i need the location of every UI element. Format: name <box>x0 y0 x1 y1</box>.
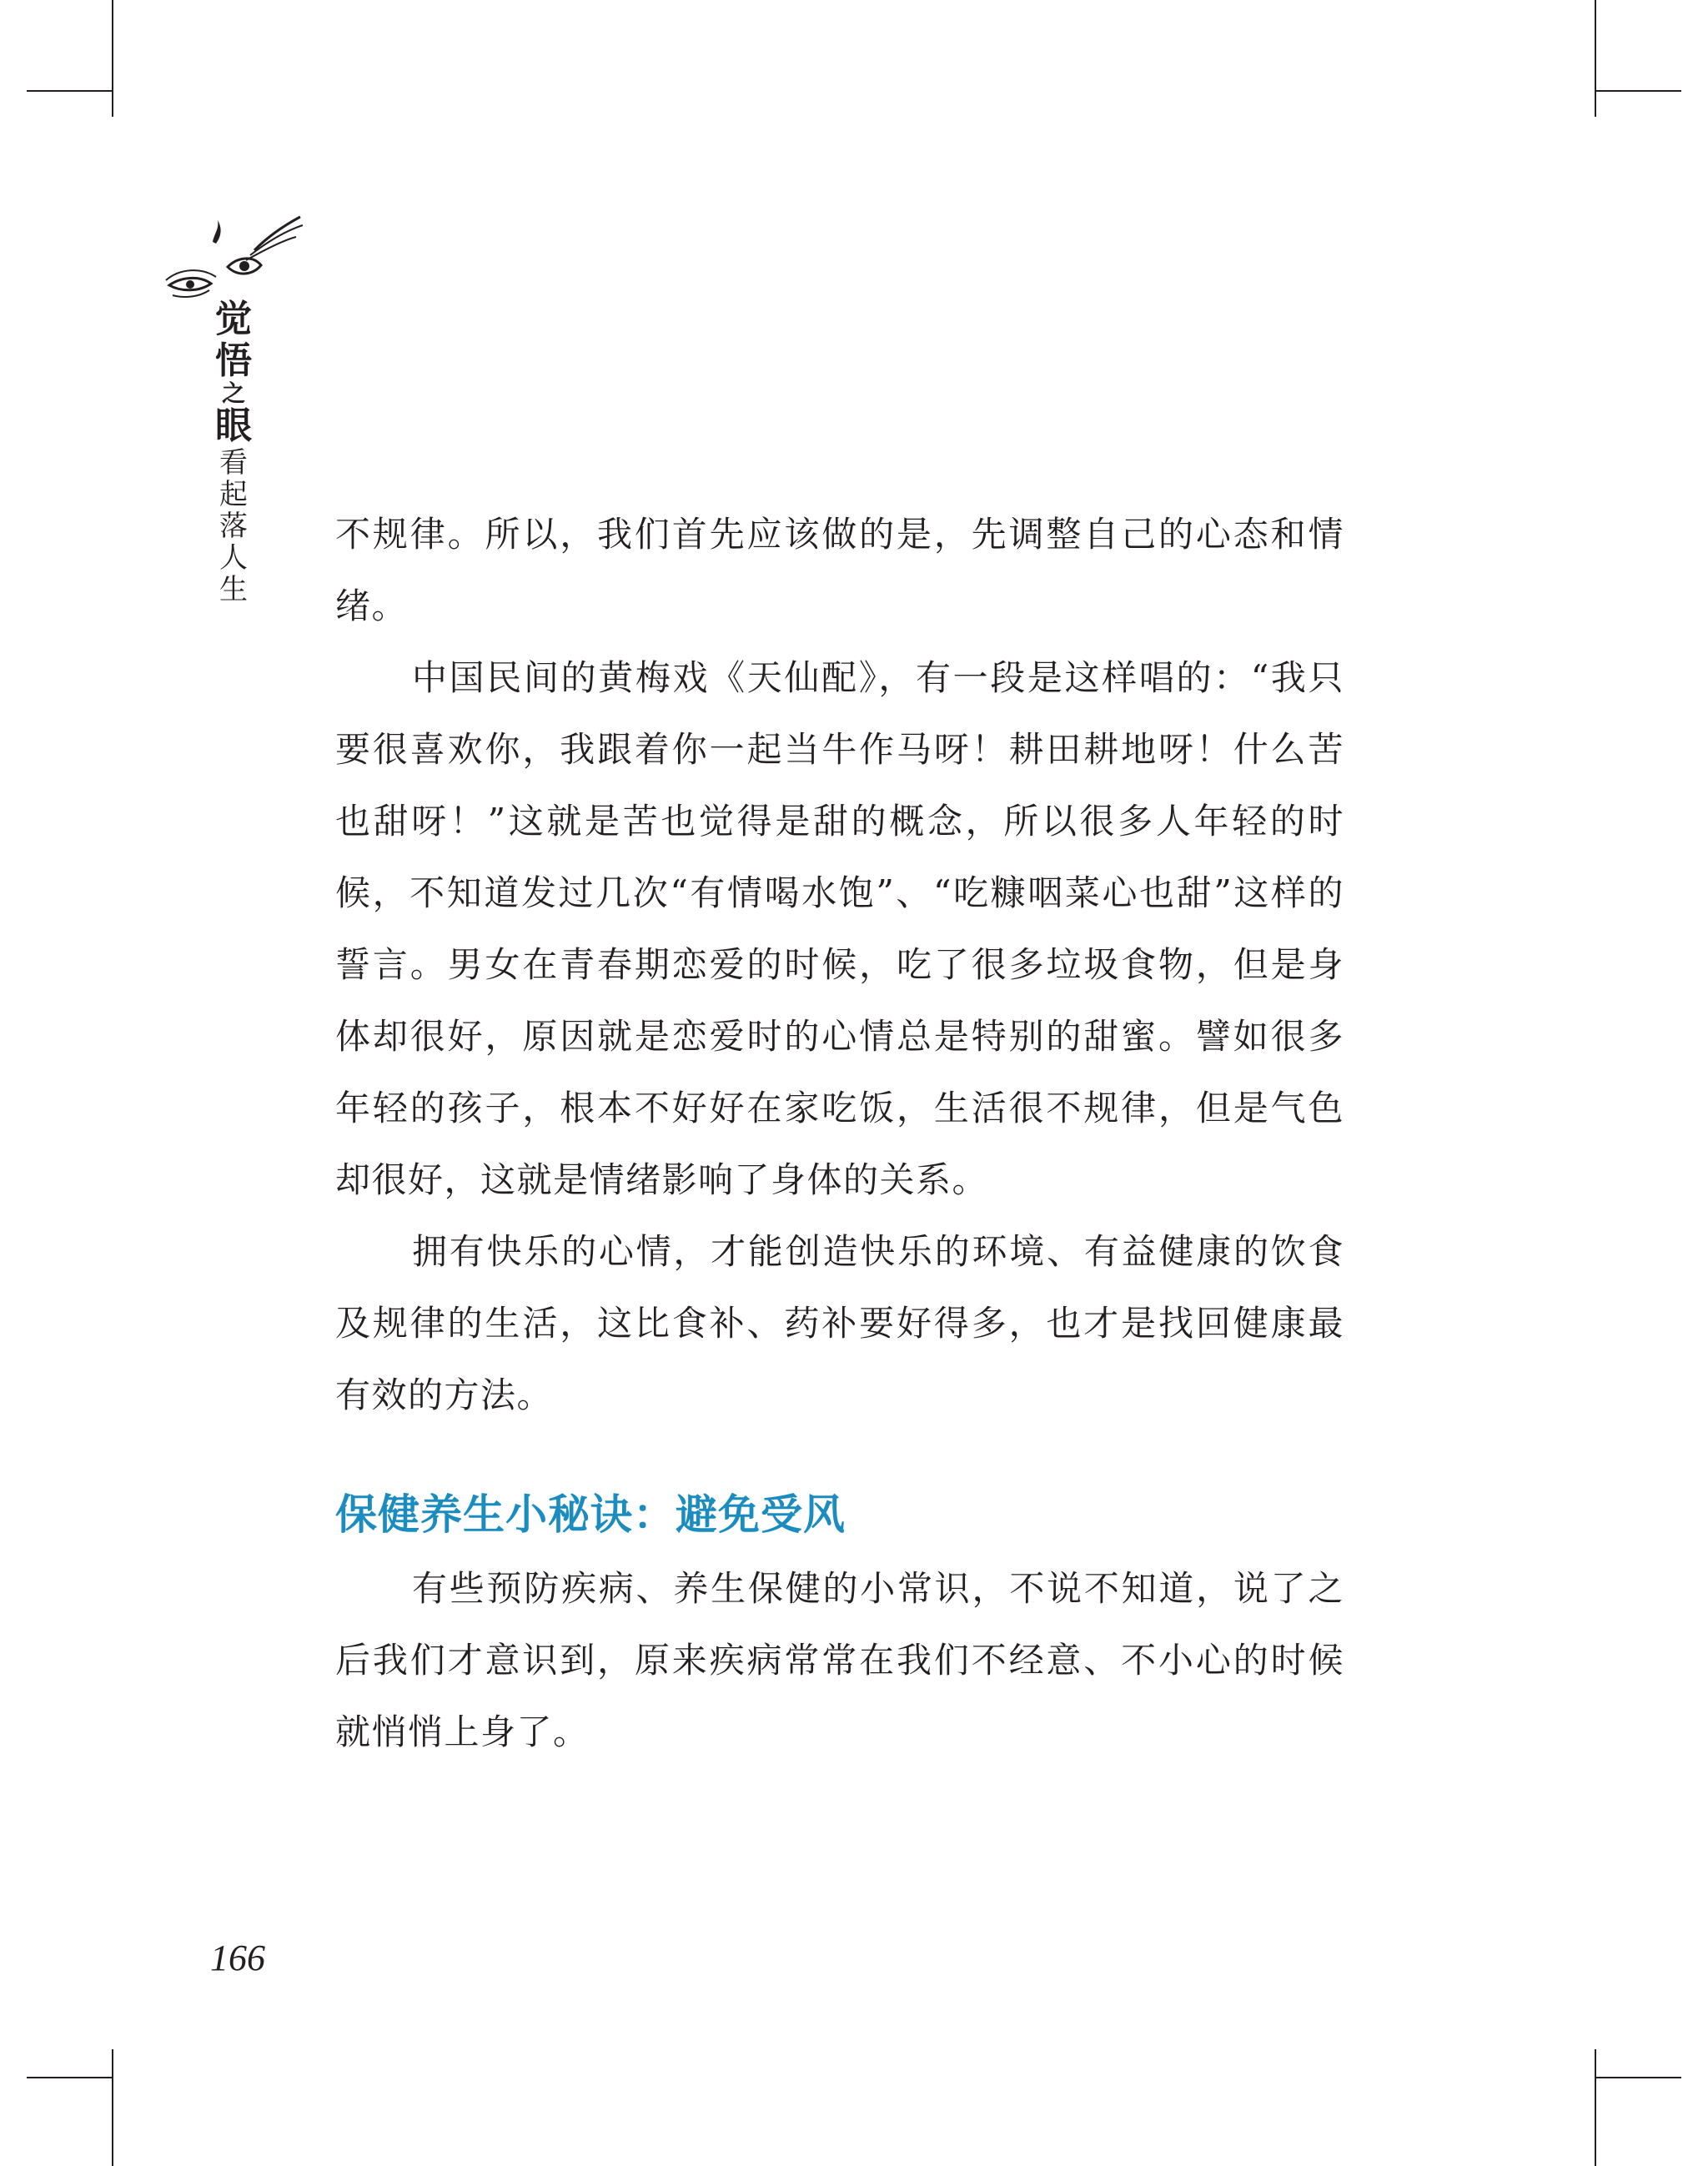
crop-mark-top-right-horizontal <box>1596 90 1681 92</box>
body-paragraph: 中国民间的黄梅戏《天仙配》，有一段是这样唱的：“我只要很喜欢你，我跟着你一起当牛作马呀！耕田耕地呀！什么苦也甜呀！”这就是苦也觉得是甜的概念，所以很多人年轻的时候，不知道发过几次“有情喝水饱”、“吃糠咽菜心也甜”这样的誓言。男女在青春期恋爱的时候，吃了很多垃圾食物，但是身体却很好，原因就是恋爱时的心情总是特别的甜蜜。譬如很多年轻的孩子，根本不好好在家吃饭，生活很不规律，但是气色却很好，这就是情绪影响了身体的关系。 <box>335 657 1344 1200</box>
crop-mark-top-left-vertical <box>112 0 113 117</box>
book-title-char: 悟 <box>215 339 252 382</box>
body-paragraph: 不规律。所以，我们首先应该做的是，先调整自己的心态和情绪。 <box>335 514 1344 626</box>
book-title-char: 觉 <box>215 298 252 340</box>
body-paragraph: 拥有快乐的心情，才能创造快乐的环境、有益健康的饮食及规律的生活，这比食补、药补要好得多，也才是找回健康最有效的方法。 <box>335 1231 1344 1415</box>
book-subtitle-char: 落 <box>219 510 248 543</box>
body-paragraph: 有些预防疾病、养生保健的小常识，不说不知道，说了之后我们才意识到，原来疾病常常在我们不经意、不小心的时候就悄悄上身了。 <box>335 1568 1344 1752</box>
section-heading: 保健养生小秘诀：避免受风 <box>335 1490 846 1539</box>
crop-mark-bottom-right-vertical <box>1595 2049 1596 2166</box>
book-title-vertical <box>208 299 259 606</box>
crop-mark-bottom-right-horizontal <box>1596 2077 1681 2078</box>
crop-mark-bottom-left-horizontal <box>27 2077 112 2078</box>
book-title-char: 眼 <box>215 405 252 447</box>
book-title-connector: 之 <box>221 379 245 407</box>
crop-mark-bottom-left-vertical <box>112 2049 113 2166</box>
book-subtitle-char: 人 <box>219 541 248 575</box>
book-subtitle-char: 生 <box>219 573 248 606</box>
crop-mark-top-left-horizontal <box>27 90 112 92</box>
book-subtitle-char: 看 <box>219 446 248 480</box>
page-body <box>335 499 1344 1768</box>
book-subtitle-char: 起 <box>219 478 248 511</box>
page-number: 166 <box>210 1937 265 1978</box>
crop-mark-top-right-vertical <box>1595 0 1596 117</box>
eye-logo-icon <box>163 209 304 309</box>
